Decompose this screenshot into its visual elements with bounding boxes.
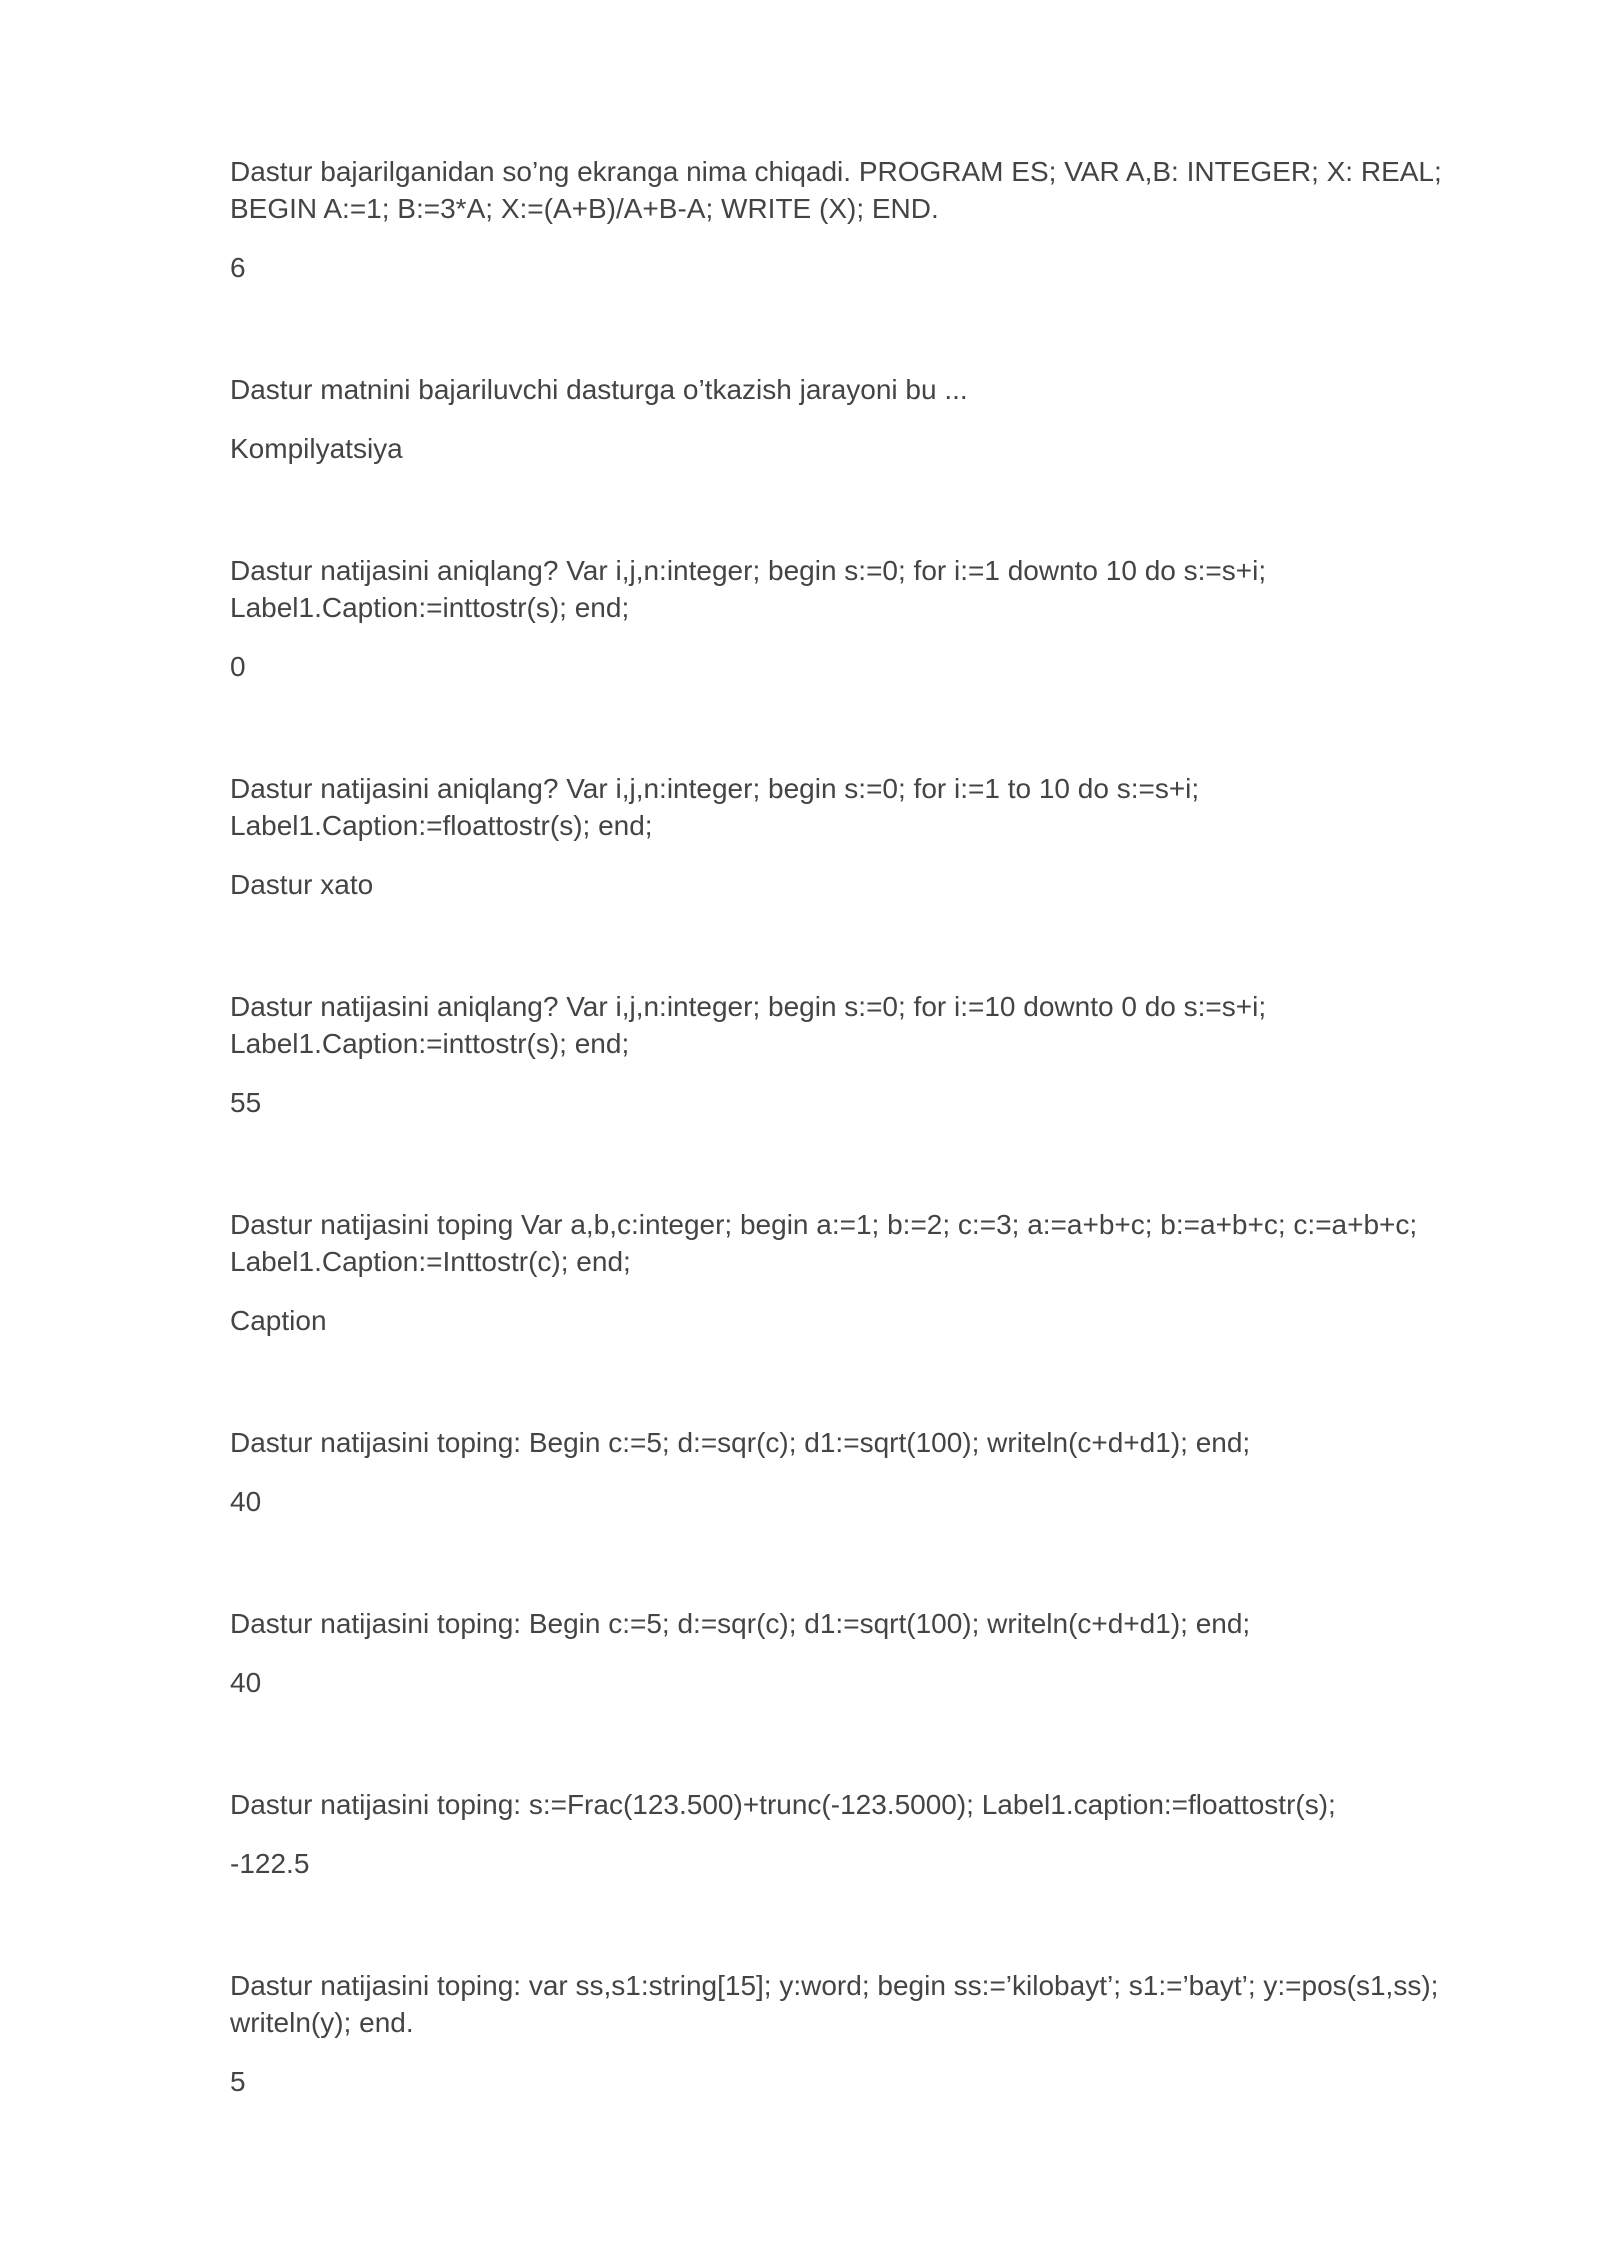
document-page bbox=[230, 153, 1530, 2185]
question-text: Dastur natijasini aniqlang? Var i,j,n:integer; begin s:=0; for i:=1 downto 10 do s:=s+i; Label1.Caption:=inttostr(s); end; bbox=[230, 555, 1267, 623]
question-text: Dastur natijasini toping: Begin c:=5; d:=sqr(c); d1:=sqrt(100); writeln(c+d+d1); end; bbox=[230, 1427, 1251, 1458]
question-text: Dastur natijasini aniqlang? Var i,j,n:integer; begin s:=0; for i:=10 downto 0 do s:=s+i; Label1.Caption:=inttostr(s); end; bbox=[230, 991, 1267, 1059]
question-text: Dastur natijasini toping: s:=Frac(123.500)+trunc(-123.5000); Label1.caption:=floattostr(s); bbox=[230, 1789, 1336, 1820]
answer-text: 55 bbox=[230, 1087, 262, 1118]
question-text: Dastur bajarilganidan so’ng ekranga nima chiqadi. PROGRAM ES; VAR A,B: INTEGER; X: REAL; BEGIN A:=1; B:=3*A; X:=(A+B)/A+B-A; WRITE (X); END. bbox=[230, 156, 1442, 224]
question-text: Dastur matnini bajariluvchi dasturga o’tkazish jarayoni bu ... bbox=[230, 374, 968, 405]
answer-text: 40 bbox=[230, 1667, 262, 1698]
question-text: Dastur natijasini aniqlang? Var i,j,n:integer; begin s:=0; for i:=1 to 10 do s:=s+i; Label1.Caption:=floattostr(s); end; bbox=[230, 773, 1200, 841]
answer-text: 5 bbox=[230, 2066, 246, 2097]
answer-text: 0 bbox=[230, 651, 246, 682]
qa-item bbox=[230, 1206, 1530, 1339]
answer-text: Kompilyatsiya bbox=[230, 433, 403, 464]
qa-item bbox=[230, 770, 1530, 903]
answer-text: Caption bbox=[230, 1305, 327, 1336]
qa-item bbox=[230, 1424, 1530, 1520]
answer-text: Dastur xato bbox=[230, 869, 374, 900]
qa-item bbox=[230, 1967, 1530, 2100]
answer-text: -122.5 bbox=[230, 1848, 310, 1879]
answer-text: 6 bbox=[230, 252, 246, 283]
question-text: Dastur natijasini toping: var ss,s1:string[15]; y:word; begin ss:=’kilobayt’; s1:=’bayt’; y:=pos(s1,ss); writeln(y); end. bbox=[230, 1970, 1439, 2038]
answer-text: 40 bbox=[230, 1486, 262, 1517]
question-text: Dastur natijasini toping Var a,b,c:integer; begin a:=1; b:=2; c:=3; a:=a+b+c; b:=a+b+c; c:=a+b+c; Label1.Caption:=Inttostr(c); end; bbox=[230, 1209, 1418, 1277]
question-text: Dastur natijasini toping: Begin c:=5; d:=sqr(c); d1:=sqrt(100); writeln(c+d+d1); end; bbox=[230, 1608, 1251, 1639]
qa-item bbox=[230, 552, 1530, 685]
qa-item bbox=[230, 1786, 1530, 1882]
qa-item bbox=[230, 1605, 1530, 1701]
qa-item bbox=[230, 371, 1530, 467]
qa-item bbox=[230, 153, 1530, 286]
qa-item bbox=[230, 988, 1530, 1121]
